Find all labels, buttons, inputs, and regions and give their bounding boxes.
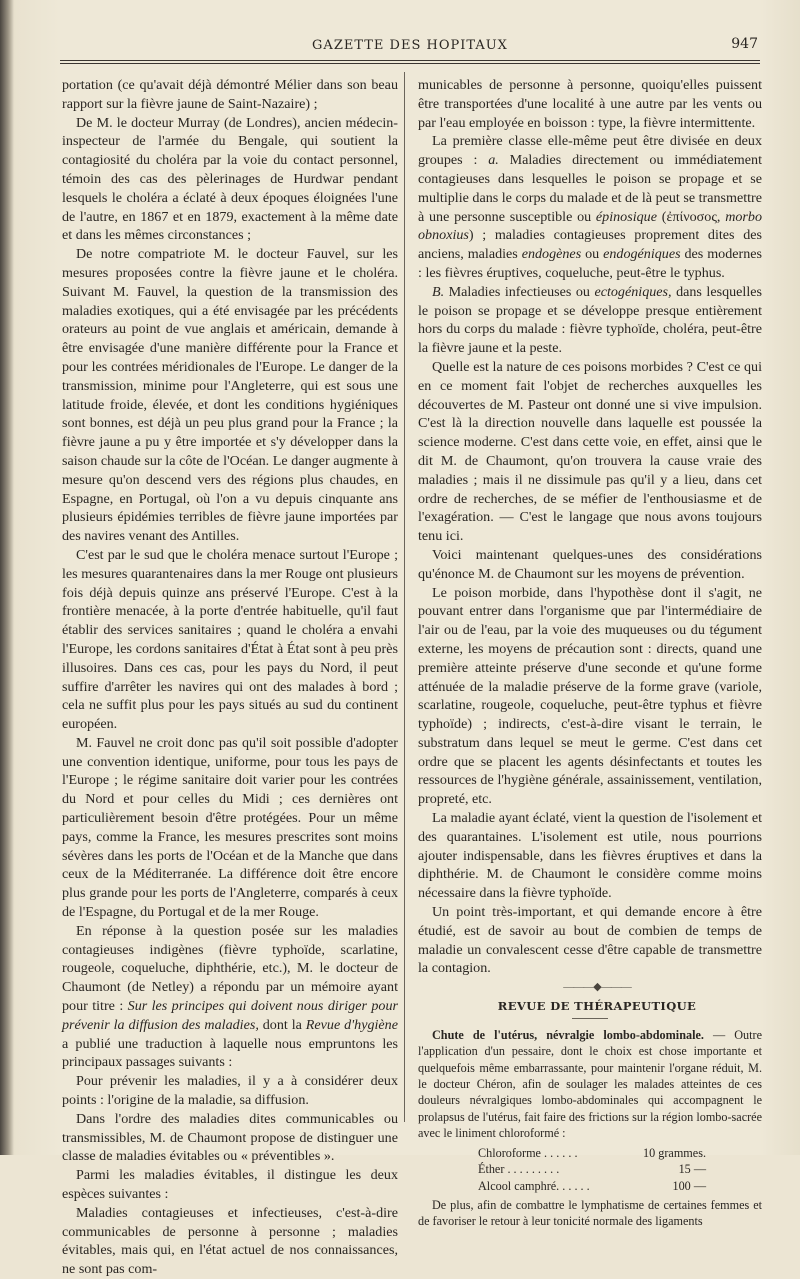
paragraph: Quelle est la nature de ces poisons morbides ? C'est ce qui en ce moment fait l'objet de recherches auxquelles les découvertes de M. Pasteur ont donné une si vive impulsion. C'est là la direction nouvelle dans laquelle est poussée la science moderne. C'est dans cette voie, en effet, ainsi que le dit M. de Chaumont, qu'on trouvera la cause vraie des maladies ; mais il ne dissimule pas qu'il y a lieu, dans cet ordre de recherches, de se méfier de l'enthousiasme et de l'exagération. — C'est le langage que nous avons toujours tenu ici. [418, 358, 762, 545]
page-number: 947 [731, 36, 758, 52]
paragraph: De notre compatriote M. le docteur Fauvel, sur les mesures proposées contre la fièvre jaune et le choléra. Suivant M. Fauvel, la question de la transmission des maladies exotiques, qui a été envisagée par les précédents orateurs au point de vue anglais et américain, demande à être envisagée d'une manière différente pour la France et pour les contrées méridionales de l'Europe. Le danger de la transmission, minime pour l'Angleterre, qui est sous une latitude froide, élevée, et dont les conditions hygiéniques sont bonnes, est déjà un peu plus grand pour la France ; la fièvre jaune a pu y être importée et s'y développer dans la saison chaude sur la côte de l'Océan. Le danger augmente à mesure qu'on descend vers des régions plus chaudes, en Espagne, en Portugal, où l'on a vu depuis cinquante ans plusieurs épidémies terribles de fièvre jaune importées par des navires venant des Antilles. [62, 246, 398, 545]
text-run: endogéniques [603, 246, 681, 263]
paragraph: Parmi les maladies évitables, il distingue les deux espèces suivantes : [62, 1167, 398, 1203]
ingredient-quantity: 100 — [672, 1178, 706, 1193]
ingredient-quantity: 10 grammes. [643, 1145, 706, 1160]
paragraph: Dans l'ordre des maladies dites communicables ou transmissibles, M. de Chaumont propose de distinguer une classe de maladies évitables ou « préventibles ». [62, 1110, 398, 1165]
text-run: endogènes [521, 246, 582, 263]
text-run: épinosique [595, 208, 657, 225]
formula-row [418, 1145, 762, 1161]
text-run: a. [488, 152, 499, 169]
header-rule-bottom [60, 63, 760, 64]
column-divider [404, 72, 405, 1122]
ingredient-name: Chloroforme . . . . . . [478, 1145, 578, 1160]
text-run: ectogéniques, [594, 283, 672, 300]
paragraph [418, 283, 762, 358]
paragraph: Pour prévenir les maladies, il y a à considérer deux points : l'origine de la maladie, sa diffusion. [62, 1073, 398, 1109]
formula-row [418, 1161, 762, 1177]
memoir-title: Sur les principes qui doivent nous diriger pour prévenir la diffusion des maladies, [62, 998, 398, 1033]
greek-word: ἐπίνοσος [666, 208, 717, 225]
ingredient-name: Alcool camphré. . . . . . [478, 1178, 590, 1193]
text-run: Maladies infectieuses ou [444, 283, 595, 300]
paragraph: Un point très-important, et qui demande encore à être étudié, est de savoir au bout de combien de temps de maladie un convalescent cesse d'être capable de transmettre la contagion. [418, 904, 762, 977]
text-run: B. [432, 283, 445, 300]
text-run: — Outre l'application d'un pessaire, dont le choix est chose importante et quelquefois même embarrassante, pour maintenir l'organe réduit, M. le docteur Chéron, afin de soulager les malades atteintes de ces douleurs névralgiques lombo-abdominales qui accompagnent le prolapsus de l'utérus, fait faire des frictions sur la région lombo-sacrée avec le liniment chloroformé : [418, 1027, 762, 1141]
text-run: a publié une traduction à laquelle nous empruntons les principaux passages suivants : [62, 1035, 398, 1071]
article-lead: Chute de l'utérus, névralgie lombo-abdominale. [432, 1027, 704, 1042]
paragraph: La maladie ayant éclaté, vient la question de l'isolement et des quarantaines. L'isolement est utile, nous pourrions ajouter indispensable, dans les fièvres éruptives et dans la diphthérie. M. de Chaumont le considère comme moins nécessaire dans la fièvre typhoïde. [418, 810, 762, 902]
binding-spine [0, 0, 14, 1155]
formula-row [418, 1178, 762, 1194]
paragraph: De plus, afin de combattre le lymphatisme de certaines femmes et de favoriser le retour à leur tonicité normale des ligaments [418, 1197, 762, 1229]
text-run: morbo obnoxius [418, 208, 763, 244]
text-run: dans lesquelles le poison se propage et se développe presque entièrement hors du corps du malade : fièvre typhoïde, choléra, peut-être la fièvre jaune et la peste. [418, 283, 762, 357]
text-run: des modernes : les fièvres éruptives, coqueluche, peut-être le typhus. [418, 246, 762, 281]
section-heading: REVUE DE THÉRAPEUTIQUE [497, 999, 697, 1014]
text-run: , [716, 208, 726, 225]
heading-underline [572, 1018, 608, 1019]
therapy-article [418, 1027, 762, 1230]
journal-title: Revue d'hygiène [305, 1016, 398, 1033]
paragraph: M. Fauvel ne croit donc pas qu'il soit possible d'adopter une convention identique, uniforme, pour tous les pays de l'Europe ; le régime sanitaire doit varier pour les contrées du Nord et pour celles du Midi ; ces dernières ont particulièrement besoin d'être protégées. Pour un même pays, comme la France, les mesures prescrites sont moins sévères dans les ports de l'Océan et de la Manche que dans ceux de la Méditerranée. La différence doit être encore plus grande pour les ports de l'Angleterre, comparés à ceux de l'Espagne, du Portugal et de la mer Rouge. [62, 734, 398, 921]
paragraph: Maladies contagieuses et infectieuses, c'est-à-dire communicables de personne à personne ; maladies évitables, mais qui, en l'état actuel de nos connaissances, ne sont pas com- [62, 1204, 398, 1278]
paragraph: C'est par le sud que le choléra menace surtout l'Europe ; les mesures quarantenaires dans la mer Rouge ont plusieurs fois déjà depuis quinze ans préservé l'Europe. C'est à la frontière menacée, à la porte d'entrée habituelle, qu'il faut établir des services sanitaires ; quand le choléra a envahi l'Europe, les cordons sanitaires d'État à État sont à peu près illusoires. Dans ces cas, pour les pays du Nord, il peut suffire d'arrêter les navires qui ont des malades à bord ; cela ne suffit plus pour les pays situés au sud du continent européen. [62, 546, 398, 733]
paragraph [62, 922, 398, 1072]
ingredient-quantity: 15 — [678, 1162, 706, 1177]
paragraph: Le poison morbide, dans l'hypothèse dont il s'agit, ne pouvant entrer dans l'organisme que par l'intermédiaire de l'air ou de l'eau, par la voie des muqueuses ou du tégument externe, les moyens de précaution sont : directs, quand une première atteinte préserve d'une seconde et qu'une forme atténuée de la maladie préserve de la forme grave (variole, scarlatine, rougeole, coqueluche, peut-être typhus et fièvre typhoïde) ; indirects, c'est-à-dire visant le terrain, le substratum dans lequel se meut le germe. C'est dans cet ordre que se placent les agents désinfectants et toutes les ressources de l'hygiène générale, assainissement, ventilation, propreté, etc. [418, 584, 762, 808]
text-run: ( [656, 208, 667, 225]
formula-table [418, 1145, 762, 1194]
left-column [62, 76, 398, 1279]
paragraph: Voici maintenant quelques-unes des considérations qu'énonce M. de Chaumont sur les moyens de prévention. [418, 546, 762, 582]
paragraph: municables de personne à personne, quoiqu'elles puissent être transportées d'une localité à une autre par les vents ou par l'eau employée en boisson : type, la fièvre intermittente. [418, 77, 762, 131]
running-title: GAZETTE DES HOPITAUX [312, 38, 508, 53]
right-column [418, 76, 762, 1230]
text-run: En réponse à la question posée sur les maladies contagieuses indigènes (fièvre typhoïde, scarlatine, rougeole, coqueluche, diphthérie, etc.), M. le docteur de Chaumont (de Netley) a répondu par un mémoire ayant pour titre : [62, 922, 398, 1015]
page-header [60, 38, 760, 62]
paragraph: De M. le docteur Murray (de Londres), ancien médecin-inspecteur de l'armée du Bengale, qui soutient la contagiosité du choléra par la voie du contact personnel, témoin des cas des pèlerinages de Hurdwar pendant lesquels le choléra a éclaté à deux époques éloignées l'une de l'autre, en 1867 et en 1879, exactement à la même date et dans les mêmes circonstances ; [62, 114, 398, 244]
paragraph [418, 132, 762, 282]
text-run: La première classe elle-même peut être divisée en deux groupes : [418, 133, 762, 169]
header-rule-top [60, 60, 760, 61]
text-run: Maladies directement ou immédiatement contagieuses dans lesquelles le poison se propage et se multiplie dans le corps du malade et de là peut se transmettre à une personne susceptible ou [418, 152, 763, 225]
text-run: ou [581, 246, 604, 263]
paragraph: portation (ce qu'avait déjà démontré Mélier dans son beau rapport sur la fièvre jaune de Saint-Nazaire) ; [62, 77, 398, 112]
text-run: dont la [258, 1016, 306, 1033]
text-run: ) ; maladies contagieuses proprement dites des anciens, maladies [418, 227, 762, 263]
ingredient-name: Éther . . . . . . . . . [478, 1162, 560, 1177]
section-divider: ———◆——— [563, 981, 631, 994]
paragraph [418, 1027, 762, 1142]
